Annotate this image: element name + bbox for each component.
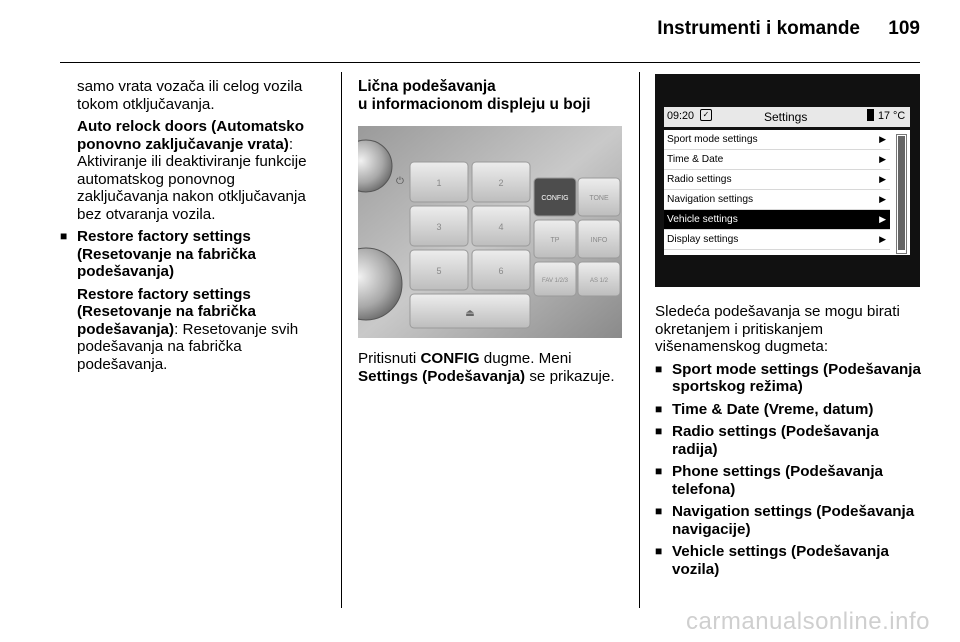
menu-item-label: Vehicle settings: [667, 214, 738, 225]
svg-text:⏏: ⏏: [465, 308, 475, 319]
menu-item-label: Display settings: [667, 234, 739, 245]
panel-button-tp: TP: [550, 237, 560, 244]
chevron-right-icon: ▶: [879, 134, 886, 144]
settings-menu-list: [664, 130, 910, 255]
auto-relock-text: : Aktiviranje ili deaktiviranje funkcije automatskog ponovnog zaključavanja nakon otključavanja bez otvaranja vozila.: [77, 135, 307, 223]
watermark: carmanualsonline.info: [686, 608, 930, 635]
menu-item-display[interactable]: [664, 230, 890, 250]
chevron-right-icon: ▶: [879, 194, 886, 204]
section-heading-line1: Lična podešavanja: [358, 78, 496, 95]
info-display-screenshot: [655, 74, 920, 287]
display-title: Settings: [764, 110, 808, 124]
menu-item-label: Sport mode settings: [667, 134, 758, 145]
column-left: [77, 78, 327, 378]
chevron-right-icon: ▶: [879, 234, 886, 244]
instruction-part-2: dugme. Meni: [479, 350, 572, 367]
settings-bullet: ■ Radio settings (Podešavanja radija): [655, 423, 923, 458]
settings-menu-name: Settings (Podešavanja): [358, 367, 526, 385]
menu-item-label: Radio settings: [667, 174, 732, 185]
panel-button-tone: TONE: [589, 195, 609, 202]
restore-text: : Resetovanje svih podešavanja na fabrička podešavanja.: [77, 320, 299, 373]
settings-bullet: ■ Navigation settings (Podešavanja navigacije): [655, 503, 923, 538]
display-time: 09:20: [667, 110, 695, 122]
display-mode-icon: ✓: [700, 109, 712, 121]
panel-button-1: 1: [436, 178, 442, 188]
restore-paragraph: [77, 286, 327, 374]
page-number: 109: [888, 18, 920, 39]
panel-button-fav: FAV 1/2/3: [542, 278, 568, 284]
display-status-bar: [664, 107, 910, 127]
settings-bullet: ■ Vehicle settings (Podešavanja vozila): [655, 543, 923, 578]
section-heading: [358, 78, 628, 113]
menu-scrollbar[interactable]: [896, 134, 907, 254]
menu-item-vehicle-selected[interactable]: [664, 210, 890, 230]
menu-item-time-date[interactable]: [664, 150, 890, 170]
panel-button-as: AS 1/2: [589, 278, 609, 284]
menu-item-navigation[interactable]: [664, 190, 890, 210]
settings-intro: Sledeća podešavanja se mogu birati okretanjem i pritiskanjem višenamenskog dugmeta:: [655, 303, 900, 355]
panel-button-3: 3: [436, 222, 442, 232]
menu-item-label: Time & Date: [667, 154, 724, 165]
column-divider-2: [639, 72, 640, 608]
column-right: [655, 303, 923, 583]
restore-bullet: ■ Restore factory settings (Resetovanje na fabrička podešavanja): [60, 228, 327, 281]
display-temperature: 17 °C: [878, 110, 906, 122]
menu-item-radio[interactable]: [664, 170, 890, 190]
chevron-right-icon: ▶: [879, 214, 886, 224]
auto-relock-title: Auto relock doors (Automatsko ponovno zaključavanje vrata): [77, 118, 304, 153]
panel-button-info: INFO: [590, 237, 608, 244]
phone-icon: [867, 109, 874, 121]
chevron-right-icon: ▶: [879, 154, 886, 164]
header-rule: [60, 62, 920, 63]
settings-bullet: ■ Time & Date (Vreme, datum): [655, 401, 923, 419]
column-middle: [358, 78, 628, 121]
control-panel-photo: [358, 126, 622, 338]
instruction-part-1: Pritisnuti: [358, 350, 421, 367]
config-instruction: [358, 350, 628, 390]
panel-button-5: 5: [436, 266, 442, 276]
panel-button-config: CONFIG: [541, 195, 569, 202]
auto-relock-paragraph: [77, 118, 327, 223]
section-heading-line2: u informacionom displeju u boji: [358, 95, 591, 113]
page-header-title: Instrumenti i komande: [657, 18, 860, 39]
config-instruction-text: [358, 350, 628, 385]
config-button-name: CONFIG: [420, 350, 480, 367]
panel-button-4: 4: [498, 222, 504, 232]
intro-text: samo vrata vozača ili celog vozila tokom otključavanja.: [77, 78, 303, 113]
restore-title: Restore factory settings (Resetovanje na fabrička podešavanja): [77, 285, 256, 338]
column-divider-1: [341, 72, 342, 608]
chevron-right-icon: ▶: [879, 174, 886, 184]
panel-button-2: 2: [498, 178, 504, 188]
settings-bullet: ■ Sport mode settings (Podešavanja sportskog režima): [655, 361, 923, 396]
panel-button-6: 6: [498, 266, 504, 276]
settings-bullet: ■ Phone settings (Podešavanja telefona): [655, 463, 923, 498]
menu-item-sport-mode[interactable]: [664, 130, 890, 150]
svg-text:⏻: ⏻: [396, 176, 404, 187]
menu-scrollbar-thumb[interactable]: [898, 136, 905, 250]
instruction-part-3: se prikazuje.: [525, 367, 615, 385]
menu-item-label: Navigation settings: [667, 194, 754, 205]
